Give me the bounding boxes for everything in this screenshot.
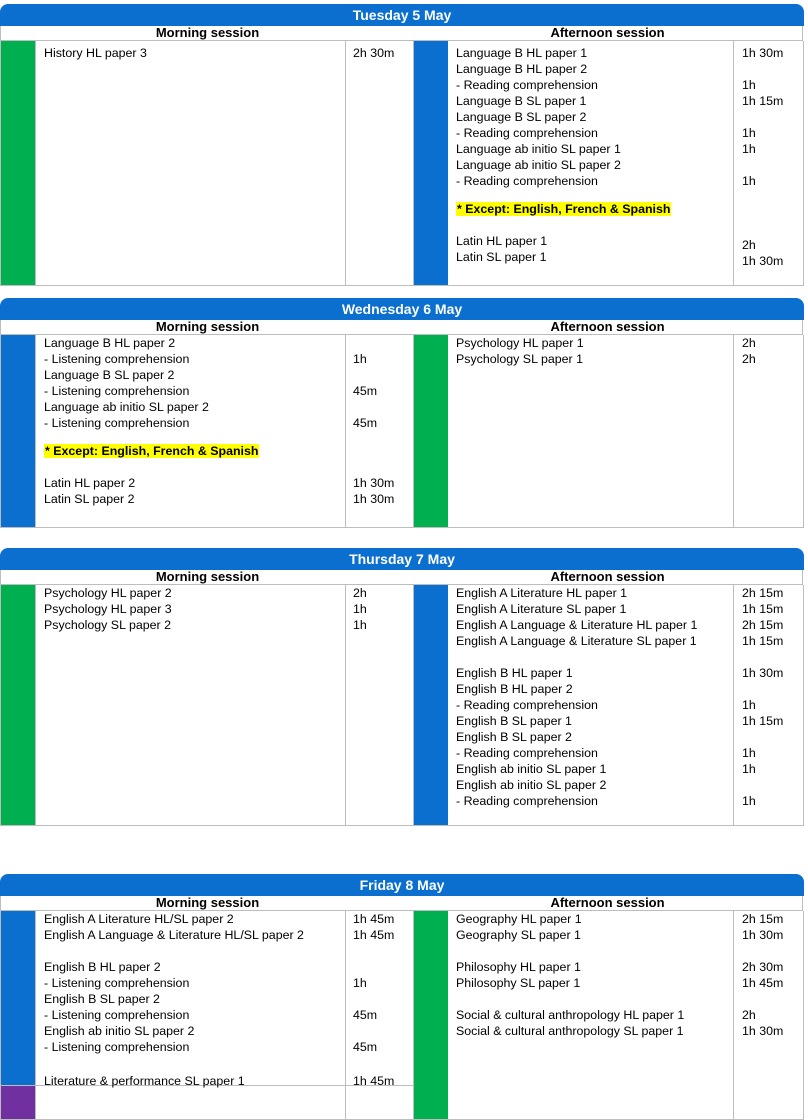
exam-subject: Social & cultural anthropology HL paper 1 xyxy=(456,1008,685,1022)
exam-duration: 45m xyxy=(353,1008,378,1022)
column-divider xyxy=(733,335,734,527)
exam-duration: 1h xyxy=(742,174,756,188)
exam-subject: English A Language & Literature SL paper 1 xyxy=(456,634,697,648)
exam-subject: History HL paper 3 xyxy=(44,46,147,60)
column-divider xyxy=(35,335,36,527)
day-block xyxy=(0,548,804,826)
morning-session-heading: Morning session xyxy=(0,26,414,41)
exam-subject: - Listening comprehension xyxy=(44,1040,190,1054)
exam-duration: 1h 45m xyxy=(742,976,784,990)
exam-duration: 1h 15m xyxy=(742,602,784,616)
exception-note xyxy=(44,443,259,459)
exam-subject: Language ab initio SL paper 2 xyxy=(44,400,209,414)
exam-subject: English A Literature SL paper 1 xyxy=(456,602,627,616)
exam-duration: 1h 30m xyxy=(742,928,784,942)
subject-group-color-bar xyxy=(1,585,35,825)
exam-duration: 1h 15m xyxy=(742,714,784,728)
exam-subject: English A Literature HL/SL paper 2 xyxy=(44,912,234,926)
exam-duration: 2h xyxy=(742,1008,756,1022)
exam-duration: 2h 15m xyxy=(742,586,784,600)
column-divider xyxy=(35,41,36,285)
column-divider xyxy=(345,41,346,285)
exam-duration: 1h xyxy=(742,762,756,776)
day-sessions xyxy=(0,585,804,826)
exam-duration: 45m xyxy=(353,384,378,398)
exam-subject: Geography SL paper 1 xyxy=(456,928,581,942)
day-sessions xyxy=(0,335,804,528)
exam-subject: Language B HL paper 2 xyxy=(44,336,176,350)
exam-duration: 1h xyxy=(742,794,756,808)
exam-subject: Social & cultural anthropology SL paper 1 xyxy=(456,1024,684,1038)
highlighted-note-text: * Except: English, French & Spanish xyxy=(45,444,259,458)
exam-subject: - Listening comprehension xyxy=(44,416,190,430)
exam-subject: Psychology HL paper 3 xyxy=(44,602,172,616)
exam-subject: Psychology SL paper 2 xyxy=(44,618,171,632)
exam-duration: 1h 45m xyxy=(353,1074,395,1088)
exam-subject: - Reading comprehension xyxy=(456,174,598,188)
exam-subject: Latin SL paper 1 xyxy=(456,250,547,264)
subject-group-color-bar xyxy=(1,911,35,1085)
exam-subject: - Reading comprehension xyxy=(456,126,598,140)
exam-duration: 1h xyxy=(353,618,367,632)
day-title: Wednesday 6 May xyxy=(0,298,804,320)
exam-subject: Latin HL paper 1 xyxy=(456,234,548,248)
subject-group-color-bar xyxy=(1,335,35,527)
exam-duration: 1h 30m xyxy=(742,46,784,60)
day-block xyxy=(0,298,804,528)
exam-duration: 1h xyxy=(742,142,756,156)
exam-subject: Geography HL paper 1 xyxy=(456,912,582,926)
exam-subject: Literature & performance SL paper 1 xyxy=(44,1074,245,1088)
exam-subject: English ab initio SL paper 2 xyxy=(456,778,607,792)
exam-subject: - Listening comprehension xyxy=(44,1008,190,1022)
exam-duration: 1h 30m xyxy=(353,476,395,490)
exam-duration: 1h 30m xyxy=(742,666,784,680)
highlighted-note-text: * Except: English, French & Spanish xyxy=(457,202,671,216)
exam-duration: 1h 30m xyxy=(353,492,395,506)
column-divider xyxy=(345,911,346,1119)
exam-subject: - Listening comprehension xyxy=(44,352,190,366)
exam-subject: Language B HL paper 1 xyxy=(456,46,588,60)
exam-subject: - Reading comprehension xyxy=(456,698,598,712)
exam-subject: English B HL paper 1 xyxy=(456,666,573,680)
exam-duration: 1h xyxy=(353,976,367,990)
exam-duration: 2h 15m xyxy=(742,618,784,632)
exam-duration: 2h 15m xyxy=(742,912,784,926)
exam-duration: 2h 30m xyxy=(742,960,784,974)
exam-subject: Psychology HL paper 1 xyxy=(456,336,584,350)
exam-duration: 45m xyxy=(353,1040,378,1054)
day-block xyxy=(0,874,804,1120)
exam-duration: 45m xyxy=(353,416,378,430)
column-divider xyxy=(733,911,734,1119)
morning-session-heading: Morning session xyxy=(0,320,414,335)
subject-group-color-bar xyxy=(414,585,448,825)
column-divider xyxy=(733,585,734,825)
exam-subject: English A Literature HL paper 1 xyxy=(456,586,628,600)
exam-duration: 2h 30m xyxy=(353,46,395,60)
exam-duration: 1h 15m xyxy=(742,634,784,648)
exam-subject: Latin HL paper 2 xyxy=(44,476,136,490)
exam-duration: 1h 30m xyxy=(742,1024,784,1038)
exam-subject: - Reading comprehension xyxy=(456,78,598,92)
exam-duration: 2h xyxy=(353,586,367,600)
exam-subject: Psychology HL paper 2 xyxy=(44,586,172,600)
day-block xyxy=(0,4,804,286)
exam-subject: - Listening comprehension xyxy=(44,976,190,990)
day-title: Friday 8 May xyxy=(0,874,804,896)
subject-group-color-bar xyxy=(414,335,448,527)
exam-duration: 2h xyxy=(742,336,756,350)
exam-subject: Language B SL paper 2 xyxy=(456,110,587,124)
afternoon-session-heading: Afternoon session xyxy=(413,320,803,335)
afternoon-session-heading: Afternoon session xyxy=(413,896,803,911)
subject-group-color-bar xyxy=(414,911,448,1119)
exam-subject: Psychology SL paper 1 xyxy=(456,352,583,366)
exam-duration: 1h xyxy=(742,78,756,92)
column-divider xyxy=(733,41,734,285)
exam-duration: 1h xyxy=(742,126,756,140)
morning-session-heading: Morning session xyxy=(0,570,414,585)
exam-subject: - Reading comprehension xyxy=(456,746,598,760)
exam-duration: 1h xyxy=(742,698,756,712)
exam-duration: 1h xyxy=(353,352,367,366)
exam-subject: English B SL paper 2 xyxy=(456,730,572,744)
exam-duration: 1h xyxy=(353,602,367,616)
exam-duration: 2h xyxy=(742,238,756,252)
subject-group-color-bar xyxy=(414,41,448,285)
exam-subject: English B SL paper 2 xyxy=(44,992,160,1006)
day-sessions xyxy=(0,911,804,1120)
exam-subject: English ab initio SL paper 1 xyxy=(456,762,607,776)
exam-subject: Language B SL paper 2 xyxy=(44,368,175,382)
exam-subject: Latin SL paper 2 xyxy=(44,492,135,506)
exception-note xyxy=(456,201,671,217)
column-divider xyxy=(345,585,346,825)
exam-subject: English B HL paper 2 xyxy=(44,960,161,974)
exam-duration: 1h 15m xyxy=(742,94,784,108)
exam-duration: 2h xyxy=(742,352,756,366)
day-title: Tuesday 5 May xyxy=(0,4,804,26)
afternoon-session-heading: Afternoon session xyxy=(413,26,803,41)
exam-subject: Language B HL paper 2 xyxy=(456,62,588,76)
exam-subject: Language B SL paper 1 xyxy=(456,94,587,108)
exam-subject: English B HL paper 2 xyxy=(456,682,573,696)
exam-duration: 1h xyxy=(742,746,756,760)
exam-subject: - Reading comprehension xyxy=(456,794,598,808)
exam-subject: Language ab initio SL paper 2 xyxy=(456,158,621,172)
exam-subject: English A Language & Literature HL/SL paper 2 xyxy=(44,928,304,942)
exam-subject: English A Language & Literature HL paper 1 xyxy=(456,618,698,632)
morning-session-heading: Morning session xyxy=(0,896,414,911)
column-divider xyxy=(35,911,36,1119)
exam-subject: Philosophy SL paper 1 xyxy=(456,976,581,990)
column-divider xyxy=(35,585,36,825)
exam-subject: English ab initio SL paper 2 xyxy=(44,1024,195,1038)
subject-group-color-bar xyxy=(1,1086,35,1119)
exam-duration: 1h 30m xyxy=(742,254,784,268)
afternoon-session-heading: Afternoon session xyxy=(413,570,803,585)
exam-duration: 1h 45m xyxy=(353,928,395,942)
day-title: Thursday 7 May xyxy=(0,548,804,570)
exam-subject: - Listening comprehension xyxy=(44,384,190,398)
exam-subject: Philosophy HL paper 1 xyxy=(456,960,581,974)
day-sessions xyxy=(0,41,804,286)
subject-group-color-bar xyxy=(1,41,35,285)
exam-duration: 1h 45m xyxy=(353,912,395,926)
exam-subject: Language ab initio SL paper 1 xyxy=(456,142,621,156)
exam-subject: English B SL paper 1 xyxy=(456,714,572,728)
column-divider xyxy=(345,335,346,527)
